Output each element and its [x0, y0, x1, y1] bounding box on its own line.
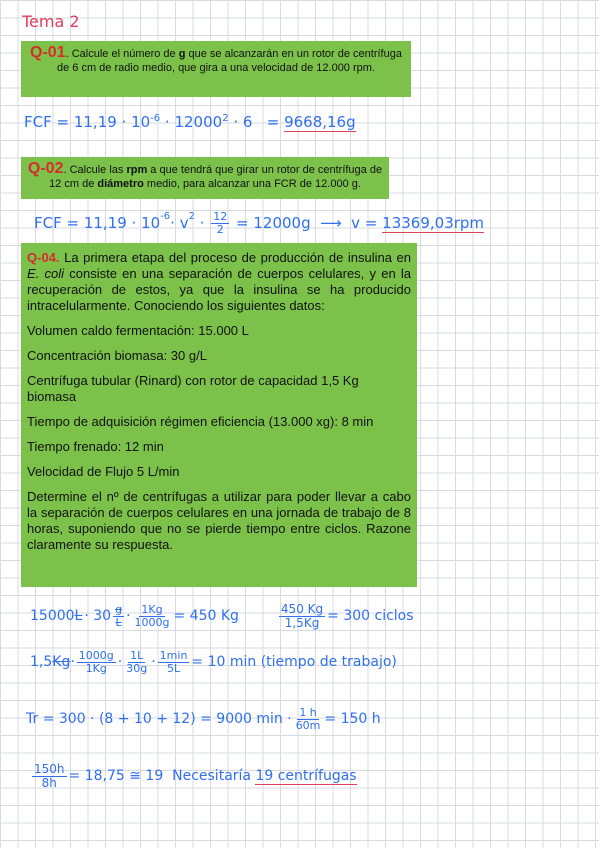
- q04-item: Tiempo de adquisición régimen eficiencia (13.000 xg): 8 min: [27, 414, 374, 429]
- calc-l2-mass-unit: Kg: [52, 654, 71, 671]
- calc-l2-mass: 1,5: [30, 654, 53, 671]
- calc-l1-frac2-num: 1Kg: [141, 603, 163, 617]
- sol1-exp: -6: [150, 113, 161, 124]
- sol2-exp2: 2: [188, 211, 195, 222]
- solution-q01: [24, 113, 356, 131]
- question-q02-diam: diámetro: [97, 178, 144, 190]
- calc-l2-frac2-den: 30g: [126, 661, 148, 675]
- calc-l4-frac: [32, 763, 67, 789]
- calc-l4-answer: 19 centrífugas: [255, 767, 357, 784]
- question-q04-intro: La primera etapa del proceso de producción de insulina en: [59, 250, 411, 265]
- calc-l1-frac2: [133, 604, 172, 628]
- calc-l2-frac3-den: 5L: [166, 661, 181, 675]
- sol2-fraction: [211, 211, 229, 235]
- sol1-result: 9668,16g: [284, 113, 356, 131]
- calc-l4-frac-num: 150h: [34, 762, 65, 776]
- calc-l4-frac-den: 8h: [41, 775, 57, 790]
- sol1-exp2: 2: [222, 113, 229, 124]
- calc-l1-frac2-den: 1000g: [134, 615, 170, 629]
- calc-l1-volume-unit: L: [74, 608, 83, 625]
- question-q02-text-b: a que tendrá que girar un rotor de centrífuga de 12 cm de: [49, 164, 383, 190]
- calc-l1-frac1-num: g: [115, 603, 123, 617]
- calc-l1-frac3-den: 1,5Kg: [284, 615, 320, 630]
- calc-line-1: 15000 L · 30 $\frac{g}{L}$ · $\frac{1Kg}{1000g}$ = 450 Kg $\frac{450 Kg}{1,5Kg}$ = 300 ciclos: [30, 602, 414, 630]
- calc-l2-frac1: [77, 650, 116, 674]
- calc-line-3: [26, 707, 381, 731]
- calc-l3-frac: [294, 707, 323, 731]
- calc-l1-cycles: = 300 ciclos: [327, 608, 414, 625]
- sol2-exp: -6: [160, 211, 171, 222]
- q04-item: Centrífuga tubular (Rinard) con rotor de capacidad 1,5 Kg biomasa: [27, 373, 359, 404]
- q04-item: Tiempo frenado: 12 min: [27, 439, 164, 454]
- q04-item: Velocidad de Flujo 5 L/min: [27, 464, 180, 479]
- calc-l1-frac1: [113, 604, 124, 628]
- question-q01-g: g: [178, 48, 186, 60]
- question-q02-box: [21, 157, 389, 199]
- calc-l2-frac2: [124, 650, 149, 674]
- calc-l1-frac3: [279, 603, 325, 629]
- question-q01-text-a: . Calcule el número de: [65, 48, 179, 60]
- sol2-dot: ·: [194, 214, 210, 233]
- sol2-lhs: FCF = 11,19 · 10: [34, 214, 161, 233]
- question-q04-label: Q-04.: [27, 250, 60, 265]
- calc-l3-total: Tr = 300 · (8 + 10 + 12) = 9000 min ·: [26, 711, 292, 728]
- calc-l1-result: = 450 Kg: [173, 608, 239, 625]
- calc-line-2: 1,5 Kg · $\frac{1000g}{1Kg}$ · $\frac{1L}{30g}$ · $\frac{1\min}{5L}$ = 10 min (tiempo de trabajo): [30, 649, 397, 675]
- sol1-mid: · 12000: [160, 113, 223, 131]
- calc-line-4: [30, 763, 357, 789]
- calc-l1-conc: · 30: [84, 608, 112, 625]
- calc-l1-volume: 15000: [30, 608, 75, 625]
- sol2-eq: = 12000g ⟶ v =: [231, 214, 383, 233]
- sol2-result: 13369,03rpm: [382, 213, 485, 232]
- question-q02-label: Q-02: [27, 160, 64, 177]
- question-q04-question: Determine el nº de centrífugas a utilizar para poder llevar a cabo la separación de cuerpos celulares en una jornada de trabajo de 8 horas, suponiendo que no se pierde tiempo entre ciclos. Razone claramente su respuesta.: [27, 489, 411, 552]
- calc-l1-frac3-num: 450 Kg: [280, 602, 324, 616]
- calc-l3-frac-num: 1 h: [299, 706, 317, 719]
- sol1-rest: · 6 =: [228, 113, 285, 131]
- question-q04-intro2: consiste en una separación de cuerpos celulares, y en la recuperación de estos, ya que la insulina se ha producido intracelularmente. Conociendo los siguientes datos:: [27, 266, 412, 313]
- question-q02-text-c: medio, para alcanzar una FCR de 12.000 g.: [143, 178, 361, 190]
- solution-q02: [34, 211, 484, 235]
- calc-l2-frac1-num: 1000g: [78, 649, 114, 662]
- question-q01-box: [21, 41, 411, 97]
- q04-item: Volumen caldo fermentación: 15.000 L: [27, 323, 249, 338]
- calc-l2-frac2-num: 1L: [130, 649, 144, 662]
- sol2-frac-num: 12: [213, 210, 228, 223]
- sol2-frac-den: 2: [216, 222, 224, 236]
- calc-l2-frac3-num: 1min: [159, 649, 188, 662]
- sol2-mid: · v: [170, 214, 189, 233]
- calc-l4-result: = 18,75 ≅ 19 Necesitaría: [68, 768, 256, 785]
- page-title: Tema 2: [22, 12, 80, 31]
- question-q02-text-a: . Calcule las: [63, 164, 127, 176]
- calc-l3-result: = 150 h: [324, 711, 381, 728]
- q04-item: Concentración biomasa: 30 g/L: [27, 348, 207, 363]
- calc-l2-frac1-den: 1Kg: [85, 661, 107, 675]
- sol1-lhs: FCF = 11,19 · 10: [24, 113, 151, 131]
- calc-l3-frac-den: 60m: [295, 718, 321, 732]
- calc-l2-result: = 10 min (tiempo de trabajo): [191, 654, 397, 671]
- question-q04-ecoli: E. coli: [27, 266, 65, 281]
- calc-l2-frac3: [158, 650, 190, 674]
- question-q04-box: [21, 243, 417, 587]
- question-q01-label: Q-01: [30, 44, 66, 61]
- question-q02-rpm: rpm: [126, 164, 148, 176]
- question-q01-text-b: que se alcanzarán en un rotor de centrífuga de 6 cm de radio medio, que gira a una velocidad de 12.000 rpm.: [57, 48, 402, 74]
- calc-l1-frac1-den: L: [115, 615, 122, 629]
